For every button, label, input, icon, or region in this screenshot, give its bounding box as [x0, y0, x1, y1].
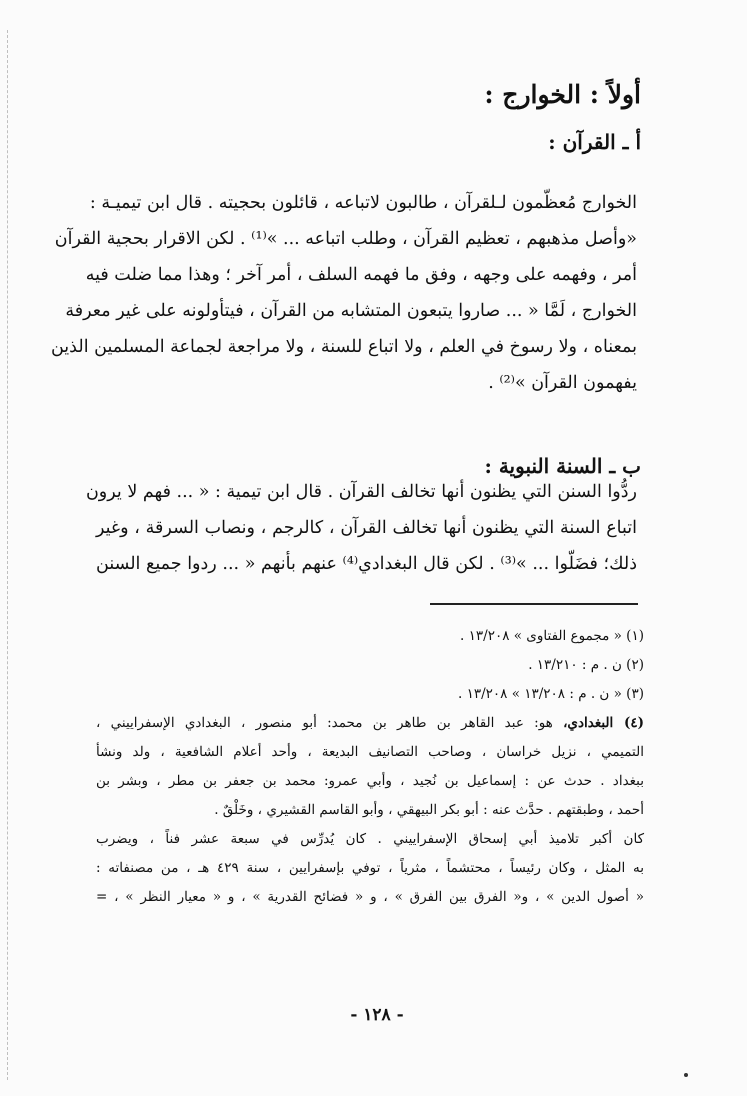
paragraph-line: ردُّوا السنن التي يظنون أنها تخالف القرآن . قال ابن تيمية : « ... فهم لا يرون: [85, 482, 637, 502]
footnote-separator: [430, 603, 638, 605]
paragraph-line: الخوارج مُعظّمون لـلقرآن ، طالبون لاتباعه ، قائلون بحجيته . قال ابن تيميـة :: [89, 193, 637, 213]
paragraph-quran: [50, 185, 637, 401]
paragraph-line: «وأصل مذهبهم ، تعظيم القرآن ، وطلب اتباعه ... »⁽¹⁾ . لكن الاقرار بحجية القرآن: [54, 229, 637, 249]
footnote-line: به المثل ، وكان رئيساً ، محتشماً ، مثرياً ، توفي بإسفرايين ، سنة ٤٢٩ هـ ، من مصنفاته :: [96, 860, 644, 876]
paragraph-line: أمر ، وفهمه على وجهه ، وفق ما فهمه السلف ، أمر آخر ؛ وهذا مما ضلت فيه: [85, 265, 637, 285]
paragraph-sunnah: [85, 474, 637, 582]
footnote-4-label: (٤) البغدادي،: [563, 715, 645, 731]
footnote-line: ببغداد . حدث عن : إسماعيل بن نُجيد ، وأبي عمرو: محمد بن جعفر بن مطر ، وبشر بن: [96, 773, 644, 789]
footnote-1: (١) « مجموع الفتاوى » ١٣/٢٠٨ .: [460, 628, 644, 644]
paragraph-line: ذلك؛ فضَلّوا ... »⁽³⁾ . لكن قال البغدادي⁽⁴⁾ عنهم بأنهم « ... ردوا جميع السنن: [96, 554, 637, 574]
subheading-sunnah: ب ـ السنة النبوية :: [484, 454, 641, 478]
footnote-2: (٢) ن . م : ١٣/٢١٠ .: [528, 657, 644, 673]
footnote-line: كان أكبر تلاميذ أبي إسحاق الإسفراييني . كان يُدرِّس في سبعة عشر فناً ، ويضرب: [96, 831, 644, 847]
page-number: - ١٢٨ -: [350, 1005, 404, 1025]
subheading-quran: أ ـ القرآن :: [548, 130, 641, 154]
paragraph-line: بمعناه ، ولا رسوخ في العلم ، ولا اتباع للسنة ، ولا مراجعة لجماعة المسلمين الذين: [50, 337, 637, 357]
paragraph-line: يفهمون القرآن »⁽²⁾ .: [488, 373, 637, 393]
paragraph-line: الخوارج ، لَمَّا « ... صاروا يتبعون المتشابه من القرآن ، فيتأولونه على غير معرفة: [65, 301, 637, 321]
paragraph-line: اتباع السنة التي يظنون أنها تخالف القرآن ، كالرجم ، ونصاب السرقة ، وغير: [96, 518, 637, 538]
scan-speck: [684, 1073, 688, 1077]
footnote-line: « أصول الدين » ، و« الفرق بين الفرق » ، و « فضائح القدرية » ، و « معيار النظر » ، =: [96, 889, 644, 905]
footnotes: [96, 622, 644, 1002]
footnote-line: التميمي ، نزيل خراسان ، وصاحب التصانيف البديعة ، وأحد أعلام الشافعية ، ولد ونشأ: [96, 744, 644, 760]
footnote-3: (٣) « ن . م : ١٣/٢٠٨ » ١٣/٢٠٨ .: [458, 686, 644, 702]
section-heading: أولاً : الخوارج :: [484, 80, 641, 109]
footnote-line: أحمد ، وطبقتهم . حدَّث عنه : أبو بكر البيهقي ، وأبو القاسم القشيري ، وخَلْقٌ .: [214, 802, 644, 818]
binding-margin-line: [7, 30, 8, 1080]
footnote-line: (٤) البغدادي، هو: عبد القاهر بن طاهر بن محمد: أبو منصور ، البغدادي الإسفراييني ،: [96, 715, 645, 731]
footnote-4: [96, 709, 644, 912]
